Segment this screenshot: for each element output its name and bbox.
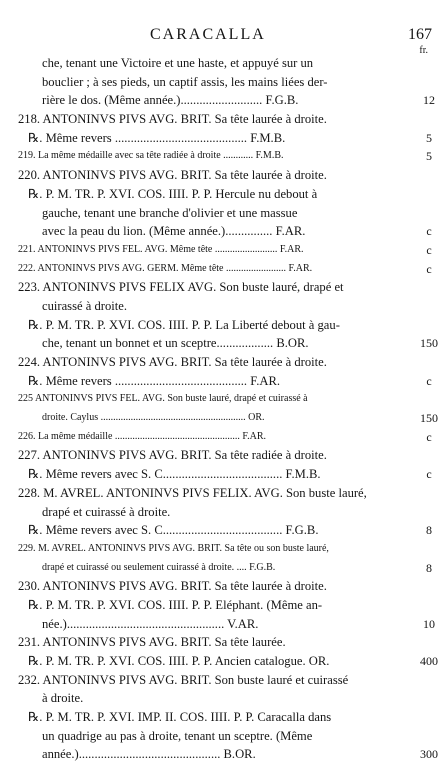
running-header	[0, 26, 446, 46]
line-text: un quadrige au pas à droite, tenant un sceptre. (Même	[42, 728, 313, 743]
catalogue-line	[18, 428, 432, 447]
price-value: c	[426, 224, 432, 239]
catalogue-line	[18, 446, 404, 465]
catalogue-line	[18, 110, 404, 129]
line-text: 221. ANTONINVS PIVS FEL. AVG. Même tête ......................... F.AR.	[18, 243, 304, 255]
catalogue-line	[18, 278, 404, 297]
price-value: c	[426, 429, 432, 444]
catalogue-line	[18, 540, 404, 559]
line-text: ℞. Même revers .......................................... F.AR.	[28, 373, 280, 388]
catalogue-line	[42, 689, 404, 708]
catalogue-line	[42, 409, 438, 428]
line-text: ℞. P. M. TR. P. XVI. COS. IIII. P. P. Eléphant. (Même an-	[28, 597, 323, 612]
line-text: année.)............................................. B.OR.	[42, 747, 256, 762]
price-value: 5	[426, 149, 432, 164]
price-value: 8	[426, 523, 432, 538]
line-text: 228. M. AVREL. ANTONINVS PIVS FELIX. AVG. Son buste lauré,	[18, 485, 367, 500]
line-text: 231. ANTONINVS PIVS AVG. BRIT. Sa tête laurée.	[18, 635, 286, 650]
price-value: 150	[420, 336, 438, 351]
price-value: 10	[423, 616, 435, 631]
price-value: 400	[420, 654, 438, 668]
catalogue-line	[18, 484, 404, 503]
catalogue-line	[42, 503, 404, 522]
catalogue-line	[42, 54, 404, 73]
line-text: che, tenant un bonnet et un sceptre.................. B.OR.	[42, 336, 309, 351]
catalogue-line	[28, 185, 404, 204]
line-text: 223. ANTONINVS PIVS FELIX AVG. Son buste lauré, drapé et	[18, 280, 344, 295]
catalogue-line	[18, 390, 404, 409]
line-text: 222. ANTONINVS PIVS AVG. GERM. Même tête ........................ F.AR.	[18, 262, 313, 274]
catalogue-line	[42, 745, 438, 764]
price-value: c	[426, 373, 432, 388]
price-value: c	[426, 261, 432, 276]
catalogue-line	[28, 652, 438, 671]
line-text: ℞. P. M. TR. P. XVI. COS. IIII. P. P. Hercule nu debout à	[28, 186, 318, 201]
catalogue-line	[42, 73, 404, 92]
catalogue-line	[28, 372, 432, 391]
catalogue-line	[28, 596, 404, 615]
catalogue-line	[28, 521, 432, 540]
line-text: 225 ANTONINVS PIVS FEL. AVG. Son buste lauré, drapé et cuirassé à	[18, 393, 308, 405]
line-text: 226. La même médaille .................................................. F.AR.	[18, 430, 267, 442]
catalogue-line	[42, 91, 435, 110]
catalogue-line	[42, 204, 404, 223]
line-text: ℞. Même revers .......................................... F.M.B.	[28, 130, 286, 145]
line-text: 230. ANTONINVS PIVS AVG. BRIT. Sa tête laurée à droite.	[18, 579, 327, 594]
line-text: drapé et cuirassé à droite.	[42, 504, 171, 519]
catalogue-line	[18, 671, 404, 690]
price-value: 8	[426, 560, 432, 575]
line-text: ℞. P. M. TR. P. XVI. IMP. II. COS. IIII. P. P. Caracalla dans	[28, 710, 332, 725]
line-text: cuirassé à droite.	[42, 298, 127, 313]
line-text: 220. ANTONINVS PIVS AVG. BRIT. Sa tête laurée à droite.	[18, 168, 327, 183]
catalogue-line	[18, 260, 432, 279]
price-value: 12	[423, 93, 435, 108]
page-number: 167	[408, 26, 432, 43]
line-text: née.).................................................. V.AR.	[42, 616, 259, 631]
currency-unit-label: fr.	[419, 45, 428, 56]
price-value: 300	[420, 747, 438, 762]
line-text: 218. ANTONINVS PIVS AVG. BRIT. Sa tête laurée à droite.	[18, 112, 327, 127]
price-value: c	[426, 467, 432, 482]
line-text: ℞. P. M. TR. P. XVI. COS. IIII. P. P. Ancien catalogue. OR.	[28, 654, 330, 668]
line-text: 224. ANTONINVS PIVS AVG. BRIT. Sa tête laurée à droite.	[18, 355, 327, 369]
line-text: che, tenant une Victoire et une haste, et appuyé sur un	[42, 56, 314, 70]
catalogue-line	[42, 222, 432, 241]
line-text: drapé et cuirassé ou seulement cuirassé à droite. .... F.G.B.	[42, 561, 276, 573]
line-text: gauche, tenant une branche d'olivier et une massue	[42, 205, 298, 220]
line-text: bouclier ; à ses pieds, un captif assis, les mains liées der-	[42, 74, 328, 89]
line-text: avec la peau du lion. (Même année.)............... F.AR.	[42, 224, 306, 239]
catalogue-line	[18, 633, 404, 652]
catalogue-line	[42, 727, 404, 746]
line-text: à droite.	[42, 691, 84, 706]
line-text: rière le dos. (Même année.).......................... F.G.B.	[42, 93, 299, 108]
catalogue-line	[28, 129, 432, 148]
line-text: 227. ANTONINVS PIVS AVG. BRIT. Sa tête radiée à droite.	[18, 448, 327, 463]
line-text: ℞. Même revers avec S. C...................................... F.G.B.	[28, 523, 319, 538]
catalogue-line	[28, 465, 432, 484]
line-text: ℞. P. M. TR. P. XVI. COS. IIII. P. P. La Liberté debout à gau-	[28, 317, 340, 332]
line-text: 229. M. AVREL. ANTONINVS PIVS AVG. BRIT. Sa tête ou son buste lauré,	[18, 542, 329, 554]
catalogue-line	[42, 297, 404, 316]
catalogue-line	[42, 615, 435, 634]
line-text: 219. La même médaille avec sa tête radiée à droite ............ F.M.B.	[18, 150, 284, 162]
page-title: CARACALLA	[150, 26, 266, 43]
price-value: 150	[420, 411, 438, 426]
catalogue-entries	[18, 54, 438, 764]
catalogue-line	[28, 708, 404, 727]
line-text: 232. ANTONINVS PIVS AVG. BRIT. Son buste lauré et cuirassé	[18, 672, 349, 687]
catalogue-line	[42, 559, 432, 578]
line-text: droite. Caylus .......................................................... OR.	[42, 412, 265, 424]
price-value: c	[426, 242, 432, 257]
catalogue-line	[18, 241, 432, 260]
catalogue-line	[18, 166, 404, 185]
catalogue-line	[18, 147, 432, 166]
catalogue-line	[28, 316, 404, 335]
line-text: ℞. Même revers avec S. C...................................... F.M.B.	[28, 467, 321, 482]
catalogue-line	[42, 334, 438, 353]
catalogue-line	[18, 353, 404, 372]
price-value: 5	[426, 130, 432, 145]
catalogue-line	[18, 577, 404, 596]
